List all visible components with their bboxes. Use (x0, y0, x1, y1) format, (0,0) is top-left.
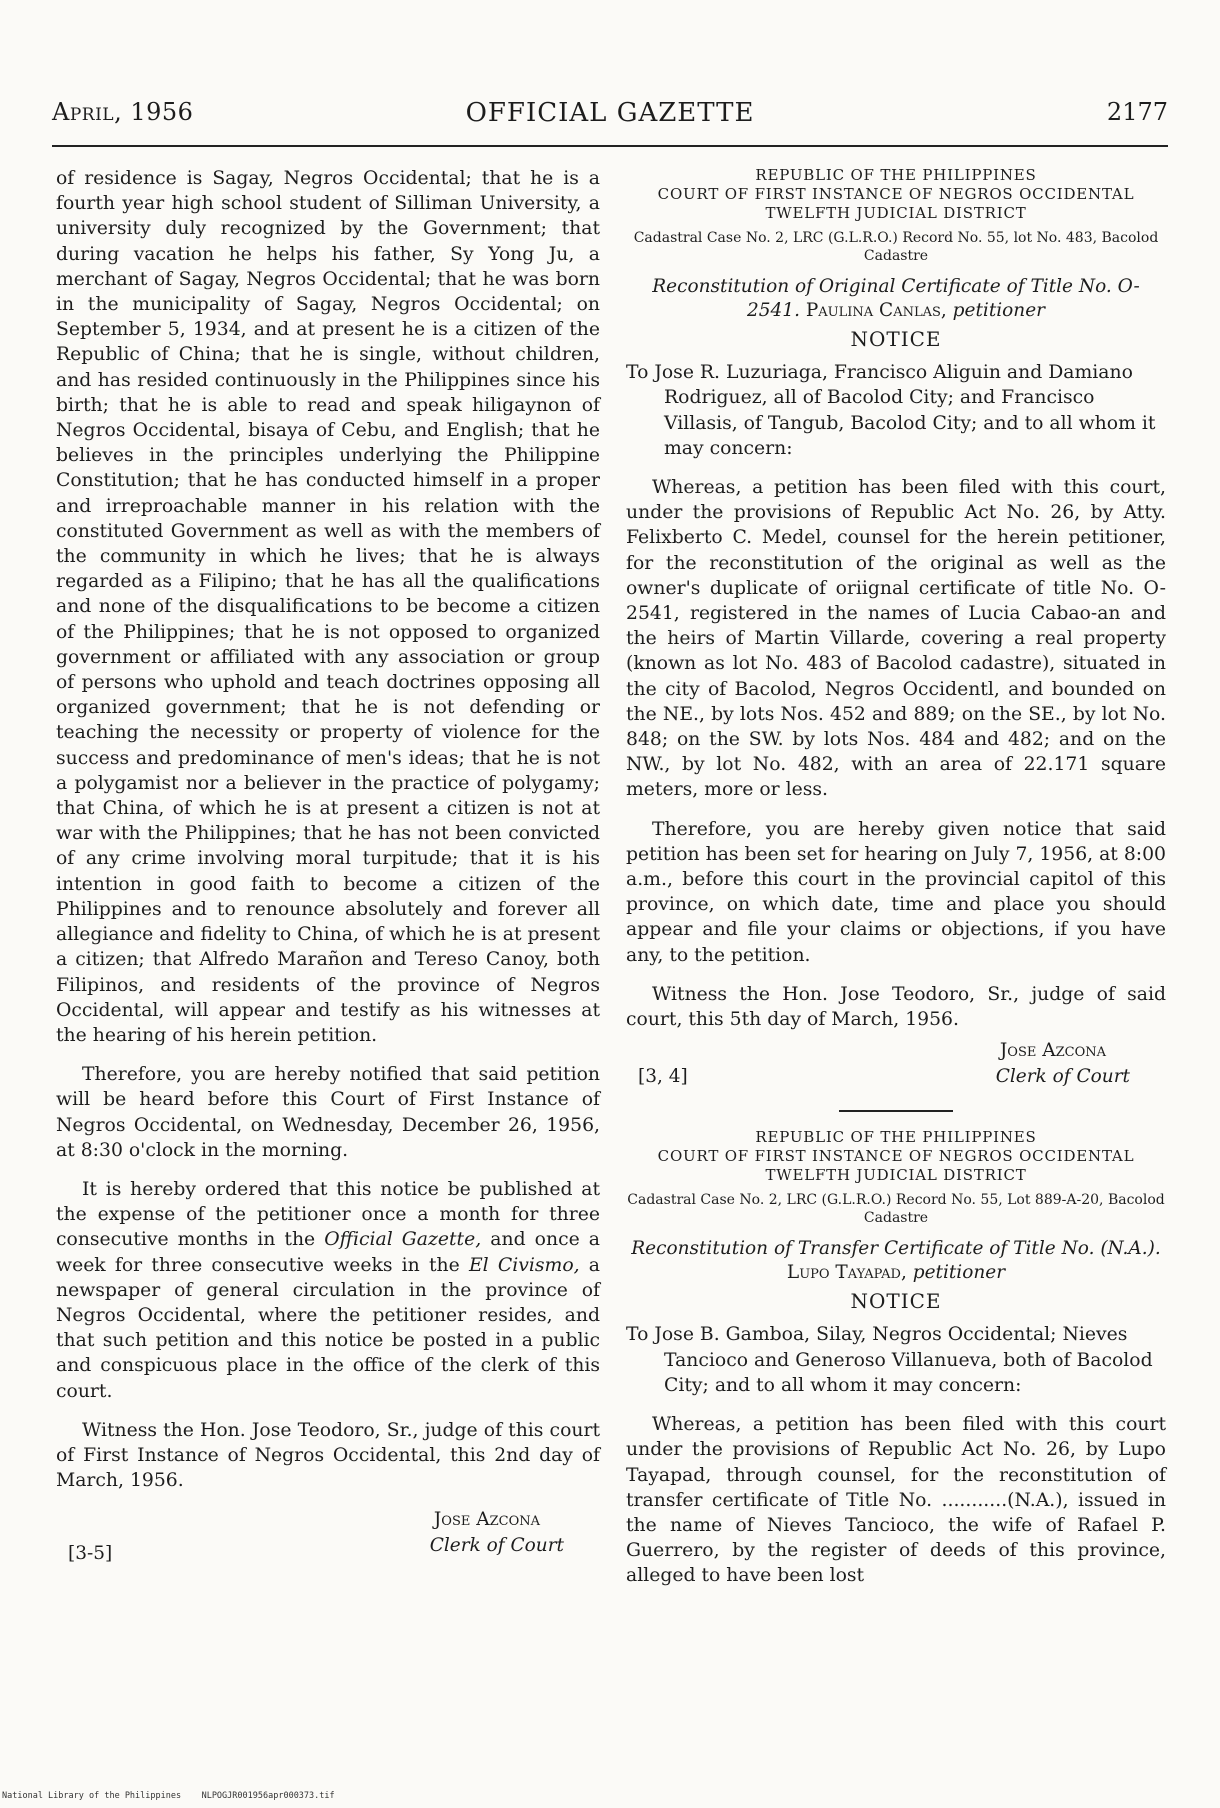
whereas-2: Whereas, a petition has been filed with this court under the provisions of Republic Act No. 26, by Lupo Tayapad, through counsel, for the reconstitution of transfer certificate of Title No. ...........(N.A.), issued in the name of Nieves Tancioco, the wife of Rafael P. Guerrero, by the register of deeds of this province, alleged to have been lost (626, 1414, 1166, 1587)
court-line-1: REPUBLIC OF THE PHILIPPINES (755, 1128, 1037, 1147)
petitioner-name: Lupo Tayapad, (786, 1262, 907, 1284)
petitioner-role: petitioner (952, 300, 1046, 321)
addressees-1: To Jose R. Luzuriaga, Francisco Aliguin and Damiano Rodriguez, all of Bacolod City; and Francisco Villasis, of Tangub, Bacolod City; and to all whom it may concern: (626, 362, 1156, 459)
signature-block (56, 1507, 600, 1565)
page-number: 2177 (1106, 98, 1168, 126)
section-separator (839, 1110, 953, 1112)
reconstitution-title-1 (626, 275, 1166, 323)
court-heading-2 (626, 1128, 1166, 1185)
order-text-c: a newspaper of general circulation in the province of Negros Occidental, where the petitioner resides, and that such petition and this notice be posted in a public and conspicuous place in the office of the clerk of this court. (56, 1254, 600, 1402)
left-column (56, 166, 600, 1565)
whereas-1: Whereas, a petition has been filed with this court, under the provisions of Republic Act No. 26, by Atty. Felixberto C. Medel, counsel for the herein petitioner, for the reconstitution of the original as well as the owner's duplicate of oriignal certificate of title No. O-2541, registered in the names of Lucia Cabao-an and the heirs of Martin Villarde, covering a real property (known as lot No. 483 of Bacolod cadastre), situated in the city of Bacolod, Negros Occidentl, and bounded on the NE., by lots Nos. 452 and 889; on the SE., by lot No. 848; on the SW. by lots Nos. 484 and 482; and on the NW., by lot No. 482, with an area of 22.171 square meters, more or less. (626, 477, 1166, 801)
court-line-2: COURT OF FIRST INSTANCE OF NEGROS OCCIDENTAL (657, 185, 1135, 203)
notice-heading-1: NOTICE (850, 327, 942, 351)
recon-text: Reconstitution of Original Certificate of Title No. O-2541. (652, 276, 1140, 321)
court-heading-1 (626, 166, 1166, 223)
court-line-1: REPUBLIC OF THE PHILIPPINES (755, 166, 1037, 184)
petition-body: of residence is Sagay, Negros Occidental; that he is a fourth year high school student of Silliman University, a university duly recognized by the Government; that during vacation he helps his father, Sy Yong Ju, a merchant of Sagay, Negros Occidental; that he was born in the municipality of Sagay, Negros Occidental; on September 5, 1934, and at present he is a citizen of the Republic of China; that he is single, without children, and has resided continuously in the Philippines since his birth; that he is able to read and speak hiligaynon of Negros Occidental, bisaya of Cebu, and English; that he believes in the principles underlying the Philippine Constitution; that he has conducted himself in a proper and irreproachable manner in his relation with the constituted Government as well as with the members of the community in which he lives; that he is always regarded as a Filipino; that he has all the qualifications and none of the disqualifications to be become a citizen of the Philippines; that he is not opposed to organized government or affiliated with any association or group of persons who uphold and teach doctrines opposing all organized government; that he is not defending or teaching the necessity or property of violence for the success and predominance of men's ideas; that he is not a polygamist nor a believer in the practice of polygamy; that China, of which he is at present a citizen is not at war with the Philippines; that he has not been convicted of any crime involving moral turpitude; that it is his intention in good faith to become a citizen of the Philippines and to renounce absolutely and forever all allegiance and fidelity to China, of which he is at present a citizen; that Alfredo Marañon and Tereso Canoy, both Filipinos, and residents of the province of Negros Occidental, will appear and testify as his witnesses at the hearing of his herein petition. (56, 168, 600, 1046)
signature-block-1 (626, 1038, 1166, 1092)
clerk-title: Clerk of Court (429, 1535, 564, 1557)
petitioner-name: Paulina Canlas, (805, 300, 947, 321)
official-gazette-ref: Official Gazette, (324, 1229, 482, 1251)
petitioner-role: petitioner (912, 1262, 1006, 1284)
publication-title: OFFICIAL GAZETTE (465, 98, 755, 128)
issue-date: April, 1956 (52, 98, 194, 126)
clerk-title-1: Clerk of Court (995, 1066, 1130, 1088)
case-reference-1: Cadastral Case No. 2, LRC (G.L.R.O.) Record No. 55, lot No. 483, Bacolod Cadastre (633, 230, 1159, 264)
addressees-2: To Jose B. Gamboa, Silay, Negros Occidental; Nieves Tancioco and Generoso Villanueva, both of Bacolod City; and to all whom it may concern: (626, 1324, 1153, 1396)
page-header (52, 98, 1168, 138)
order-text-a: It is hereby ordered that this notice be published at the expense of the petitioner once a month for three consecutive months in the (56, 1178, 600, 1251)
court-line-2: COURT OF FIRST INSTANCE OF NEGROS OCCIDENTAL (657, 1147, 1135, 1166)
publication-order (56, 1177, 600, 1404)
scan-footer: National Library of the Philippines NLPOGJR001956apr000373.tif (2, 1791, 335, 1801)
witness-clause: Witness the Hon. Jose Teodoro, Sr., judge of this court of First Instance of Negros Occidental, this 2nd day of March, 1956. (56, 1419, 600, 1492)
case-reference-2: Cadastral Case No. 2, LRC (G.L.R.O.) Record No. 55, Lot 889-A-20, Bacolod Cadastre (627, 1192, 1165, 1227)
issue-ref: [3-5] (68, 1543, 113, 1565)
notice-heading-2: NOTICE (850, 1289, 942, 1314)
issue-ref-1: [3, 4] (638, 1066, 688, 1088)
witness-1: Witness the Hon. Jose Teodoro, Sr., judge of said court, this 5th day of March, 1956. (626, 983, 1166, 1031)
court-line-3: TWELFTH JUDICIAL DISTRICT (765, 1166, 1027, 1185)
clerk-name-1: Jose Azcona (999, 1040, 1106, 1062)
clerk-name: Jose Azcona (433, 1509, 540, 1531)
el-civismo-ref: El Civismo, (468, 1254, 580, 1276)
recon-text: Reconstitution of Transfer Certificate of Title No. (N.A.). (631, 1238, 1161, 1260)
hearing-notice: Therefore, you are hereby notified that said petition will be heard before this Court of First Instance of Negros Occidental, on Wednesday, December 26, 1956, at 8:30 o'clock in the morning. (56, 1064, 600, 1161)
order-text-b: and once a week for three consecutive weeks in the (56, 1229, 600, 1276)
header-rule (52, 145, 1168, 147)
reconstitution-title-2 (626, 1237, 1166, 1285)
right-column (626, 166, 1166, 1603)
court-line-3: TWELFTH JUDICIAL DISTRICT (765, 204, 1027, 222)
therefore-1: Therefore, you are hereby given notice that said petition has been set for hearing on July 7, 1956, at 8:00 a.m., before this court in the provincial capitol of this province, on which date, time and place you should appear and file your claims or objections, if you have any, to the petition. (626, 818, 1166, 966)
